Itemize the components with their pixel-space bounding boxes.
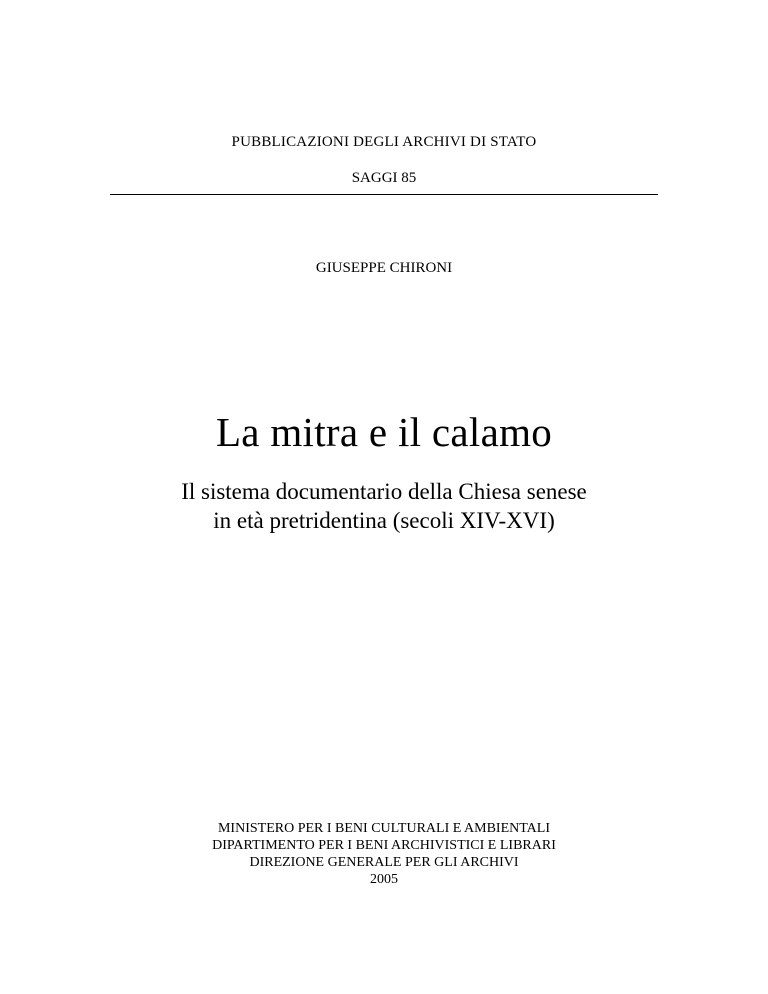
subtitle-line-2: in età pretridentina (secoli XIV-XVI) [213,508,555,533]
header-divider [110,194,658,195]
subtitle-line-1: Il sistema documentario della Chiesa senese [181,479,587,504]
publisher-ministry: MINISTERO PER I BENI CULTURALI E AMBIENTALI [217,821,550,836]
publication-year: 2005 [370,872,398,887]
book-title: La mitra e il calamo [215,409,553,455]
author-name: GIUSEPPE CHIRONI [315,260,453,276]
series-number: SAGGI 85 [351,170,417,186]
series-title: PUBBLICAZIONI DEGLI ARCHIVI DI STATO [231,134,537,150]
publisher-directorate: DIREZIONE GENERALE PER GLI ARCHIVI [249,855,519,870]
publisher-department: DIPARTIMENTO PER I BENI ARCHIVISTICI E LIBRARI [212,838,556,853]
